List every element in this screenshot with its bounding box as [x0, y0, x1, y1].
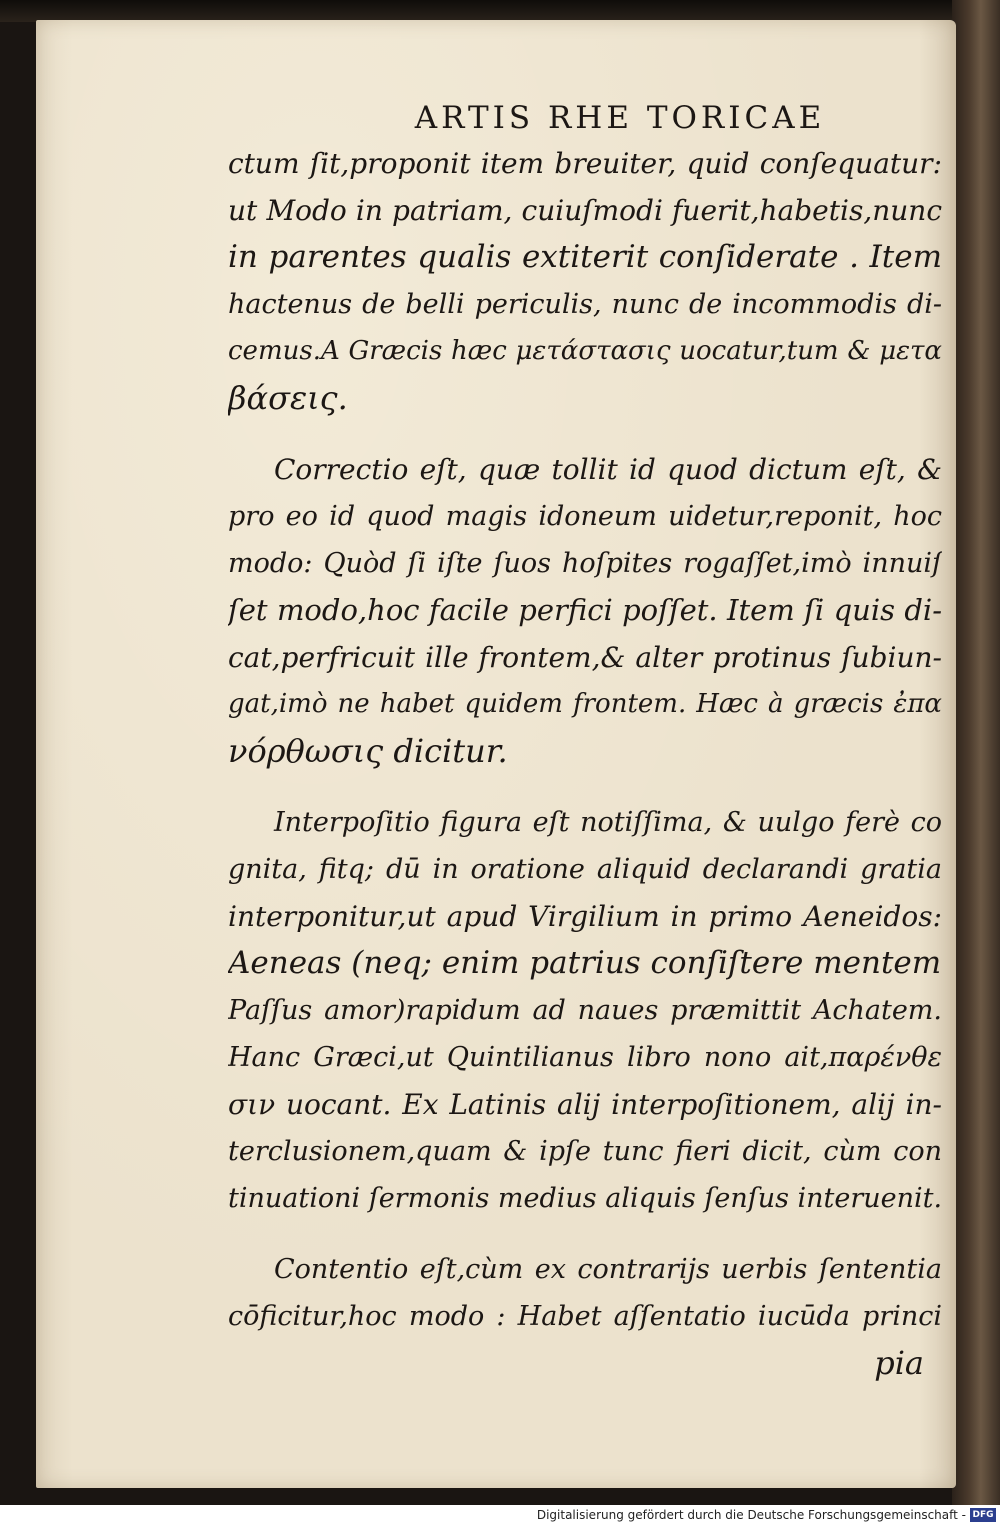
text-line: modo: Quòd ſi iſte ſuos hoſpites rogaſſet,imò innuiſ	[228, 548, 942, 579]
text-line: cōficitur,hoc modo : Habet aſſentatio iucūda princi	[228, 1301, 942, 1332]
text-line: βάσεις.	[228, 379, 348, 417]
book-top-edge	[0, 0, 1000, 22]
text-line: cemus.A Græcis hæc μετάστασις uocatur,tum & μετα	[228, 336, 942, 366]
funding-credit: Digitalisierung gefördert durch die Deutsche Forschungsgemeinschaft -	[536, 1508, 966, 1522]
text-line: ſet modo,hoc facile perfici poſſet. Item ſi quis di-	[228, 593, 942, 627]
text-line: ut Modo in patriam, cuiuſmodi fuerit,habetis,nunc	[228, 194, 942, 227]
paragraph-interpositio	[228, 799, 942, 1222]
text-line: cat,perfricuit ille frontem,& alter protinus ſubiun-	[228, 641, 942, 674]
text-line: gnita, fitq; dū in oratione aliquid declarandi gratia	[228, 854, 942, 885]
text-line: gat,imò ne habet quidem frontem. Hæc à græcis ἐπα	[228, 689, 942, 719]
dfg-logo: DFG	[970, 1508, 996, 1522]
text-line: νόρθωσις dicitur.	[228, 732, 508, 770]
paragraph-contentio	[228, 1246, 942, 1340]
text-line: Contentio eſt,cùm ex contrarijs uerbis ſententia	[274, 1254, 942, 1285]
page-text	[228, 96, 942, 1387]
text-line: Hanc Græci,ut Quintilianus libro nono ait,παρένθε	[228, 1042, 942, 1073]
text-line: terclusionem,quam & ipſe tunc fieri dicit, cùm con	[228, 1136, 942, 1167]
text-line: Paſſus amor)rapidum ad naues præmittit Achatem.	[228, 995, 942, 1026]
text-line: pro eo id quod magis idoneum uidetur,reponit, hoc	[228, 501, 942, 532]
running-head: ARTIS RHE TORICAE	[414, 100, 826, 136]
text-line: ctum ſit,proponit item breuiter, quid conſequatur:	[228, 147, 942, 180]
paragraph-1	[228, 140, 942, 422]
catchword: pia	[874, 1344, 924, 1382]
text-line: Correctio eſt, quæ tollit id quod dictum eſt, &	[274, 453, 942, 486]
text-line: hactenus de belli periculis, nunc de incommodis di-	[228, 289, 942, 320]
text-line: in parentes qualis extiterit conſiderate . Item	[228, 239, 942, 275]
text-line: σιν uocant. Ex Latinis alij interpoſitionem, alij in-	[228, 1088, 942, 1121]
text-line: Aeneas (neq; enim patrius conſiſtere mentem	[228, 945, 942, 981]
digitization-footer	[0, 1505, 1000, 1527]
text-line: interponitur,ut apud Virgilium in primo Aeneidos:	[228, 900, 942, 933]
book-fore-edge	[952, 0, 1000, 1505]
text-line: Interpoſitio figura eſt notiſſima, & uulgo ferè co	[274, 807, 942, 838]
paragraph-correctio	[228, 446, 942, 775]
text-line: tinuationi ſermonis medius aliquis ſenſus interuenit.	[228, 1183, 942, 1214]
